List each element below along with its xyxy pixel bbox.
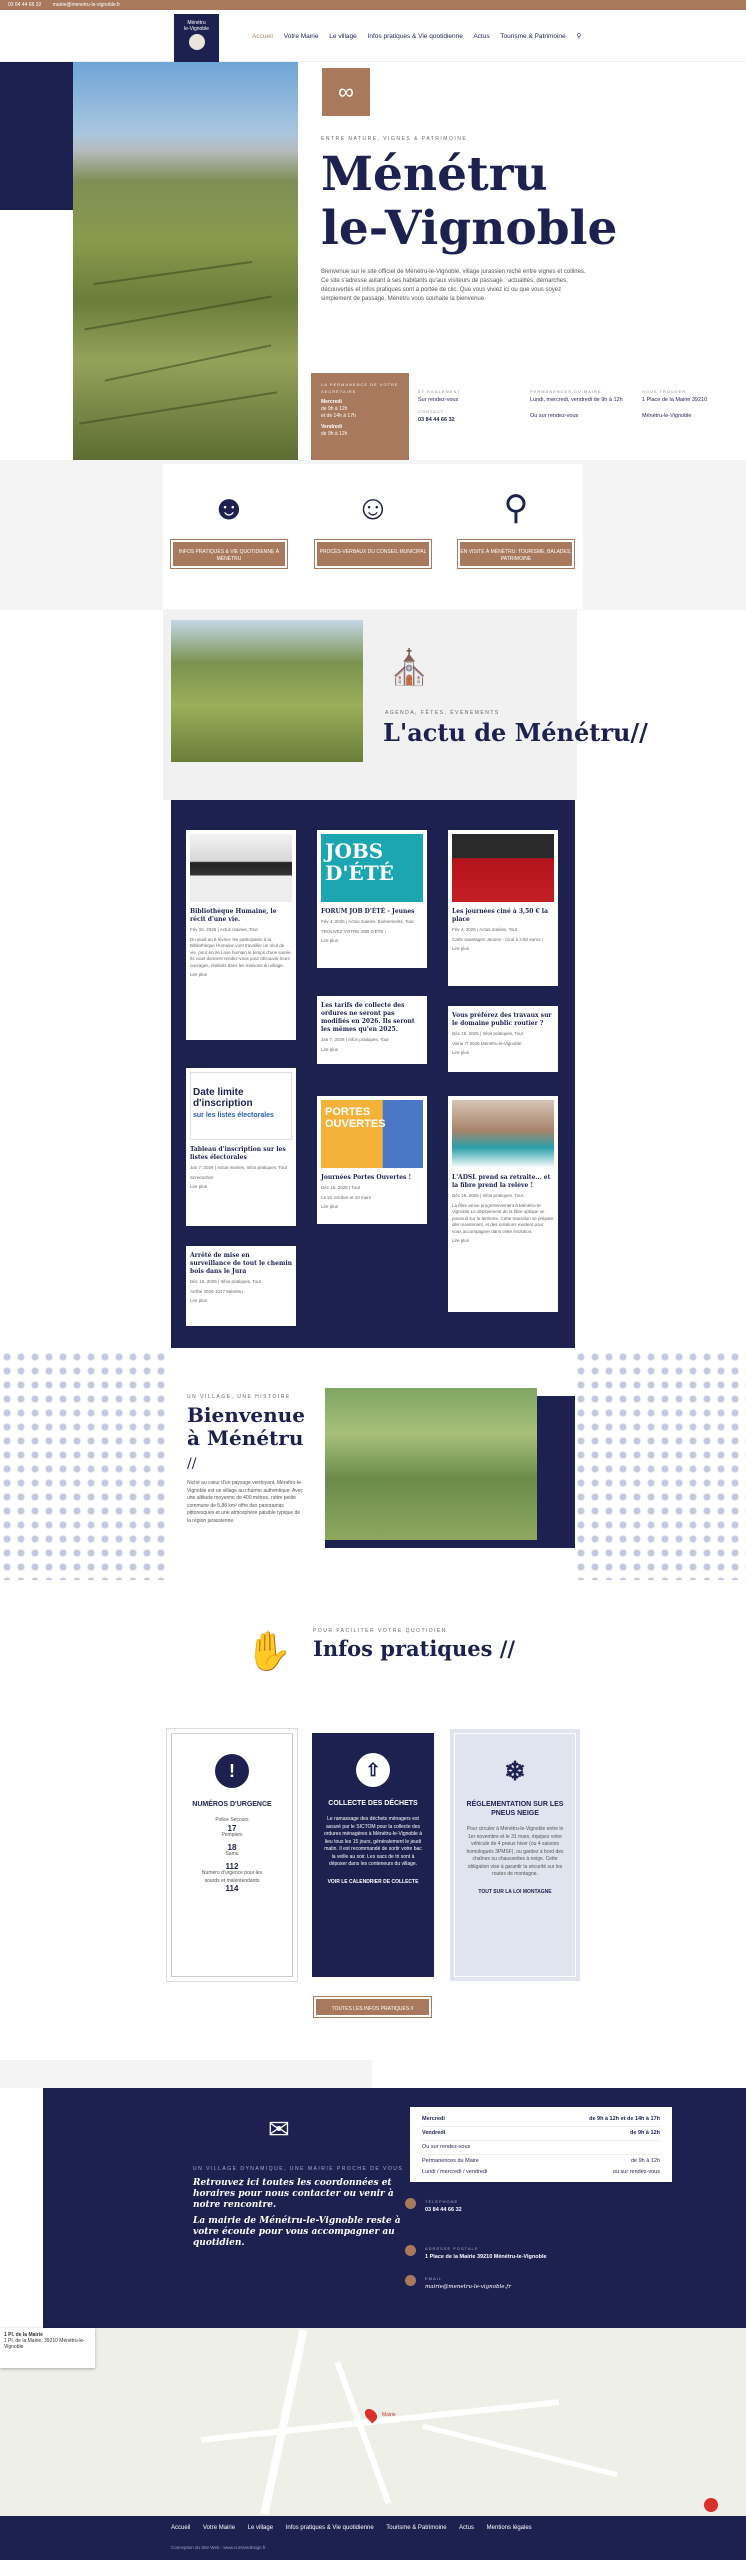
hero-vineyard-image xyxy=(73,62,298,460)
pratiques-title: Infos pratiques // xyxy=(313,1636,516,1661)
welcome-text: Niché au cœur d'un paysage verdoyant, Ménétru-le-Vignoble est un village au charme authentique. Avec une altitude moyenne de 400 mètres, notre petite commune de 5,88 km² offre des panoramas pittoresques et une atmosphère paisible typique de la région jurassienne. xyxy=(187,1480,304,1524)
pneus-card: ❄ RÉGLEMENTATION SUR LES PNEUS NEIGE Pour circuler à Ménétru-le-Vignoble entre le 1er novembre et le 31 mars, équipez votre véhicule de 4 pneus hiver (ou 4 saisons homologués 3PMSF), ou gardez à bord des chaînes ou chaussettes à neige. Cette obligation vise à garantir la sécurité sur les routes de montagne. TOUT SUR LA LOI MONTAGNE xyxy=(454,1733,576,1977)
welcome-title: Bienvenue à Ménétru // xyxy=(187,1403,305,1472)
site-header xyxy=(0,10,746,62)
contact-section: ✉ UN VILLAGE DYNAMIQUE, UNE MAIRIE PROCHE DE VOUS Retrouvez ici toutes les coordonnées et horaires pour nous contacter ou venir à notre rencontre. La mairie de Ménétru-le-Vignoble reste à votre écoute pour vous accompagner au quotidien. xyxy=(43,2088,746,2328)
footer-link-actus[interactable]: Actus xyxy=(458,2525,474,2531)
church-icon: ⛪ xyxy=(388,649,431,687)
trash-icon: ⇧ xyxy=(356,1753,390,1787)
page-title: Ménétru le-Vignoble xyxy=(321,147,618,256)
news-image: JOBS D'ÉTÉ xyxy=(321,834,423,902)
nav-item-mairie[interactable]: Votre Mairie xyxy=(283,33,319,40)
news-image xyxy=(190,834,292,902)
pratiques-kicker: POUR FACILITER VOTRE QUOTIDIEN xyxy=(313,1628,447,1634)
actu-kicker: AGENDA, FÊTES, ÉVÉNEMENTS xyxy=(385,710,500,716)
info-col-rdv: ET EGALEMENT Sur rendez-vous CONTACT 03 84 44 66 32 xyxy=(418,388,513,424)
hand-wave-icon: ✋ xyxy=(245,1631,293,1673)
topbar-email[interactable]: mairie@menetru-le-vignoble.fr xyxy=(52,2,121,8)
topbar-phone[interactable]: 03 84 44 66 32 xyxy=(8,2,42,8)
footer-link-village[interactable]: Le village xyxy=(247,2525,274,2531)
loi-montagne-link[interactable]: TOUT SUR LA LOI MONTAGNE xyxy=(478,1888,552,1895)
location-icon xyxy=(405,2245,416,2256)
top-contact-bar xyxy=(0,0,746,10)
hero-accent-block xyxy=(0,62,73,210)
news-image xyxy=(452,1100,554,1168)
scroll-top-button[interactable] xyxy=(704,2498,718,2512)
footer-nav xyxy=(171,2525,543,2531)
alert-icon: ! xyxy=(215,1754,249,1788)
speaker-icon: ☺ xyxy=(355,489,391,527)
site-logo[interactable]: Ménétru le-Vignoble xyxy=(174,14,219,62)
news-card[interactable]: Date limite d'inscription sur les listes électorales Tableau d'inscription sur les listes électorales Jan 7, 2026 | Actus mairies, Infos pratiques, Tout Screenshot Lire plus xyxy=(186,1068,296,1226)
toutes-infos-button[interactable]: TOUTES LES INFOS PRATIQUES // xyxy=(314,1997,431,2017)
nav-item-infos[interactable]: Infos pratiques & Vie quotidienne xyxy=(367,33,463,40)
main-nav xyxy=(252,32,590,40)
news-card[interactable]: Vous préférez des travaux sur le domaine public routier ? Déc 16, 2025 | Infos pratiques, Tout Voirie IT 2026 Ménétru-le-Vignoble Lire plus xyxy=(448,1006,558,1072)
nav-item-tourisme[interactable]: Tourisme & Patrimoine xyxy=(500,33,566,40)
hero-kicker: ENTRE NATURE, VIGNES & PATRIMOINE xyxy=(321,136,468,142)
location-map[interactable]: 1 Pl. de la Mairie 1 Pl. de la Mairie, 39210 Ménétru-le-Vignoble Mairie xyxy=(0,2328,746,2516)
actu-title: L'actu de Ménétru// xyxy=(383,718,648,747)
service-tourisme-button[interactable]: EN VISITE À MÉNÉTRU: TOURISME, BALADES, PATRIMOINE xyxy=(458,540,574,568)
info-col-maire: PERMANENCES DU MAIRE Lundi, mercredi, vendredi de 9h à 12h Ou sur rendez-vous xyxy=(530,389,623,419)
news-card[interactable]: Les tarifs de collecte des ordures ne seront pas modifiés en 2026. Ils seront les mêmes qu'en 2025. Jan 7, 2026 | Infos pratiques, Tout Lire plus xyxy=(317,996,427,1064)
footer-link-mairie[interactable]: Votre Mairie xyxy=(203,2525,236,2531)
map-pin-icon: ⚲ xyxy=(503,489,529,527)
contact-grey-strip xyxy=(0,2060,372,2088)
contact-intro-2: La mairie de Ménétru-le-Vignoble reste à votre écoute pour vous accompagner au quotidien. xyxy=(193,2216,401,2248)
footer-link-tourisme[interactable]: Tourisme & Patrimoine xyxy=(386,2525,447,2531)
welcome-aerial-image xyxy=(325,1388,537,1540)
welcome-kicker: UN VILLAGE, UNE HISTOIRE xyxy=(187,1394,291,1400)
nav-item-actus[interactable]: Actus xyxy=(473,33,490,40)
site-footer xyxy=(0,2516,746,2560)
snowflake-icon: ❄ xyxy=(504,1756,526,1786)
calendrier-link[interactable]: VOIR LE CALENDRIER DE COLLECTE xyxy=(327,1878,419,1885)
hero-lead: Bienvenue sur le site officiel de Ménétru-le-Vignoble, village jurassien niché entre vignes et collines. Ce site s'adresse autant à ses habitants qu'aux visiteurs de passage : actualités, démarches, découvertes et infos pratiques sont à portée de clic. Que vous viviez ici ou que vous soyez simplement de passage, Ménétru vous souhaite la bienvenue. xyxy=(321,269,586,302)
phone-icon xyxy=(405,2198,416,2209)
news-card[interactable]: Arrêté de mise en surveillance de tout le chemin bois dans le Jura Déc 16, 2025 | Infos pratiques, Tout Arrêté 2025-1017 Ménétru Lire plus xyxy=(186,1246,296,1326)
service-infos xyxy=(171,488,287,568)
service-pv-button[interactable]: PROCÈS-VERBAUX DU CONSEIL MUNICIPAL xyxy=(315,540,431,568)
mail-icon: ✉ xyxy=(268,2114,290,2144)
email-icon xyxy=(405,2275,416,2286)
footer-copyright[interactable]: Conception du Site Web : www.cursivedesign.fr xyxy=(171,2545,266,2550)
map-info-card: 1 Pl. de la Mairie 1 Pl. de la Mairie, 39210 Ménétru-le-Vignoble xyxy=(0,2328,95,2368)
news-card[interactable]: PORTES OUVERTES Journées Portes Ouvertes ! Déc 16, 2025 | Tout Le 24 octobre et 10 mars Lire plus xyxy=(317,1096,427,1224)
service-infos-button[interactable]: INFOS PRATIQUES & VIE QUOTIDIENNE À MÉNÉTRU xyxy=(171,540,287,568)
service-pv xyxy=(315,488,431,568)
logo-emblem-icon xyxy=(189,34,205,50)
people-icon: ☻ xyxy=(211,489,247,527)
urgence-card: ! NUMÉROS D'URGENCE Police Secours 17 Pompiers 18 Samu 112 Numéro d'urgence pour les sourds et malentendants 114 xyxy=(171,1733,293,1977)
footer-link-infos[interactable]: Infos pratiques & Vie quotidienne xyxy=(285,2525,374,2531)
footer-link-accueil[interactable]: Accueil xyxy=(171,2525,191,2531)
news-image: Date limite d'inscription sur les listes électorales xyxy=(190,1072,292,1140)
news-card[interactable]: Les journées ciné à 3,50 € la place Fév 4, 2026 | Actus mairies, Tout Carte Avantages Jeunes - Ciné à 3,50 euros ! Lire plus xyxy=(448,830,558,986)
news-card[interactable]: JOBS D'ÉTÉ FORUM JOB D'ÉTÉ - Jeunes Fév 4, 2026 | Actus mairies, Evènements, Tout TROUVEZ VOTRE JOB D'ÉTÉ ! Lire plus xyxy=(317,830,427,968)
nav-item-village[interactable]: Le village xyxy=(329,33,357,40)
actu-vineyard-image xyxy=(171,620,363,762)
news-image: PORTES OUVERTES xyxy=(321,1100,423,1168)
nav-item-accueil[interactable]: Accueil xyxy=(252,33,273,40)
service-tourisme xyxy=(458,488,574,568)
footer-link-mentions[interactable]: Mentions légales xyxy=(486,2525,532,2531)
secretary-hours: LA PERMANENCE DE VOTRE SECRÉTAIRE Mercredi de 9h à 12h et de 14h à 17h Vendredi de 9h à 12h xyxy=(311,373,409,460)
info-phone[interactable]: 03 84 44 66 32 xyxy=(418,417,455,423)
contact-intro: Retrouvez ici toutes les coordonnées et horaires pour nous contacter ou venir à notre rencontre. xyxy=(193,2178,394,2210)
contact-hours-table: Mercredi de 9h à 12h et de 14h à 17h Vendredi de 9h à 12h Ou sur rendez-vous Permanences du Maire de 9h à 12h Lundi / mercredi / vendredi ou sur rendez-vous xyxy=(410,2107,672,2182)
news-card[interactable]: L'ADSL prend sa retraite... et la fibre prend la relève ! Déc 16, 2025 | Infos pratiques, Tout La fibre arrive progressivement à Ménétru-le-Vignoble Le déploiement de la fibre optique se poursuit sur le territoire. Cette transition se prépare dès maintenant, et des solutions existent pour vous accompagner dans cette évolution. Lire plus xyxy=(448,1096,558,1312)
info-col-adresse: NOUS TROUVER 1 Place de la Mairie 39210 Ménétru-le-Vignoble xyxy=(642,389,708,419)
search-icon[interactable]: ⚲ xyxy=(576,33,582,40)
news-image xyxy=(452,834,554,902)
news-card[interactable]: Bibliothèque Humaine, le récit d'une vie. Fév 15, 2026 | Actus mairies, Tout Du jeudi au 6 février, les participants à la Bibliothèque Humaine vont travailler un récit de vie, pour écrire Livre humain le temps d'une soirée. Ils vous donnent rendez-vous pour découvrir leurs ouvrages, réalisés dans les maisons du village. Lire plus xyxy=(186,830,296,1040)
dechets-card: ⇧ COLLECTE DES DÉCHETS Le ramassage des déchets ménagers est assuré par le SICTOM pour la collecte des ordures ménagères à Ménétru-le-Vignoble à lieu tous les 15 jours, généralement le jeudi matin. Il est recommandé de sortir votre bac la veille au soir. Les sacs de tri sont à déposer dans les conteneurs du village. VOIR LE CALENDRIER DE COLLECTE xyxy=(312,1733,434,1977)
hero-emblem-icon: ∞ xyxy=(322,68,370,116)
